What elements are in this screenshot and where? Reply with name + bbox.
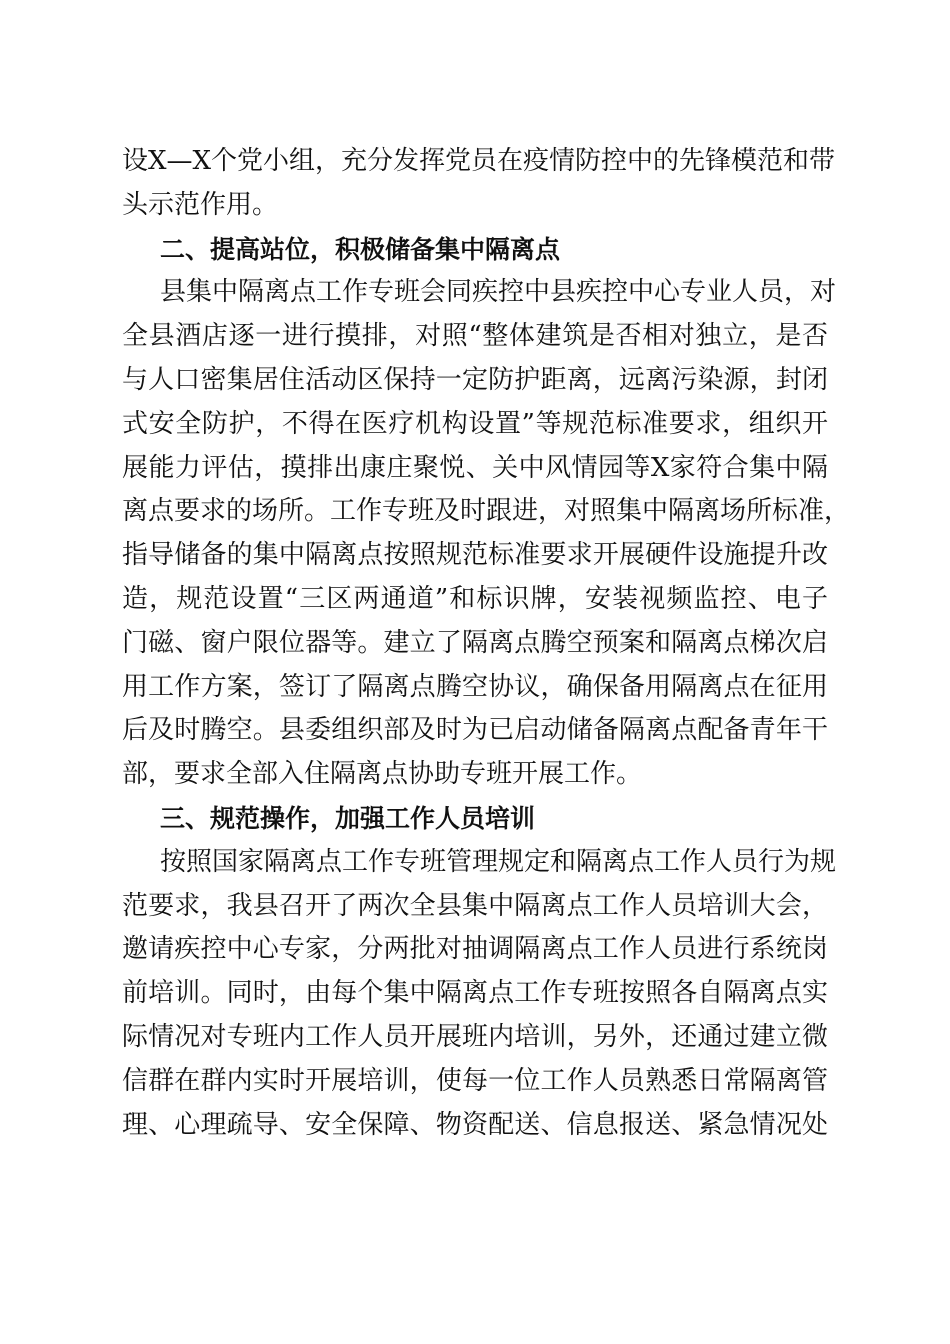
paragraph-line: 与人口密集居住活动区保持一定防护距离，远离污染源，封闭 <box>122 364 828 395</box>
paragraph-line: 邀请疾控中心专家，分两批对抽调隔离点工作人员进行系统岗 <box>122 934 828 965</box>
section-heading-3: 三、规范操作，加强工作人员培训 <box>160 803 536 833</box>
paragraph-line: 离点要求的场所。工作专班及时跟进，对照集中隔离场所标准， <box>122 496 851 527</box>
paragraph-line: 造，规范设置“三区两通道”和标识牌，安装视频监控、电子 <box>122 583 828 614</box>
paragraph-line: 际情况对专班内工作人员开展班内培训，另外，还通过建立微 <box>122 1021 828 1052</box>
paragraph-line: 按照国家隔离点工作专班管理规定和隔离点工作人员行为规 <box>160 846 837 877</box>
paragraph-line: 县集中隔离点工作专班会同疾控中县疾控中心专业人员，对 <box>160 277 837 308</box>
paragraph-line: 前培训。同时，由每个集中隔离点工作专班按照各自隔离点实 <box>122 978 828 1009</box>
paragraph-line: 设X—X个党小组，充分发挥党员在疫情防控中的先锋模范和带 <box>122 146 836 176</box>
paragraph-line: 理、心理疏导、安全保障、物资配送、信息报送、紧急情况处 <box>122 1109 828 1140</box>
section-heading-2: 二、提高站位，积极储备集中隔离点 <box>160 234 561 264</box>
paragraph-line: 范要求，我县召开了两次全县集中隔离点工作人员培训大会， <box>122 890 828 921</box>
paragraph-line: 头示范作用。 <box>122 189 279 220</box>
paragraph-line: 式安全防护，不得在医疗机构设置”等规范标准要求，组织开 <box>122 408 828 439</box>
paragraph-line: 信群在群内实时开展培训，使每一位工作人员熟悉日常隔离管 <box>122 1065 828 1096</box>
document-body <box>122 140 851 1147</box>
paragraph-line: 后及时腾空。县委组织部及时为已启动储备隔离点配备青年干 <box>122 715 828 746</box>
paragraph-line: 部，要求全部入住隔离点协助专班开展工作。 <box>122 759 643 790</box>
paragraph-line: 门磁、窗户限位器等。建立了隔离点腾空预案和隔离点梯次启 <box>122 627 828 658</box>
paragraph-line: 全县酒店逐一进行摸排，对照“整体建筑是否相对独立，是否 <box>122 321 828 352</box>
paragraph-line: 用工作方案，签订了隔离点腾空协议，确保备用隔离点在征用 <box>122 671 828 702</box>
paragraph-line: 展能力评估，摸排出康庄聚悦、关中风情园等X家符合集中隔 <box>122 452 828 483</box>
paragraph-line: 指导储备的集中隔离点按照规范标准要求开展硬件设施提升改 <box>122 540 828 571</box>
